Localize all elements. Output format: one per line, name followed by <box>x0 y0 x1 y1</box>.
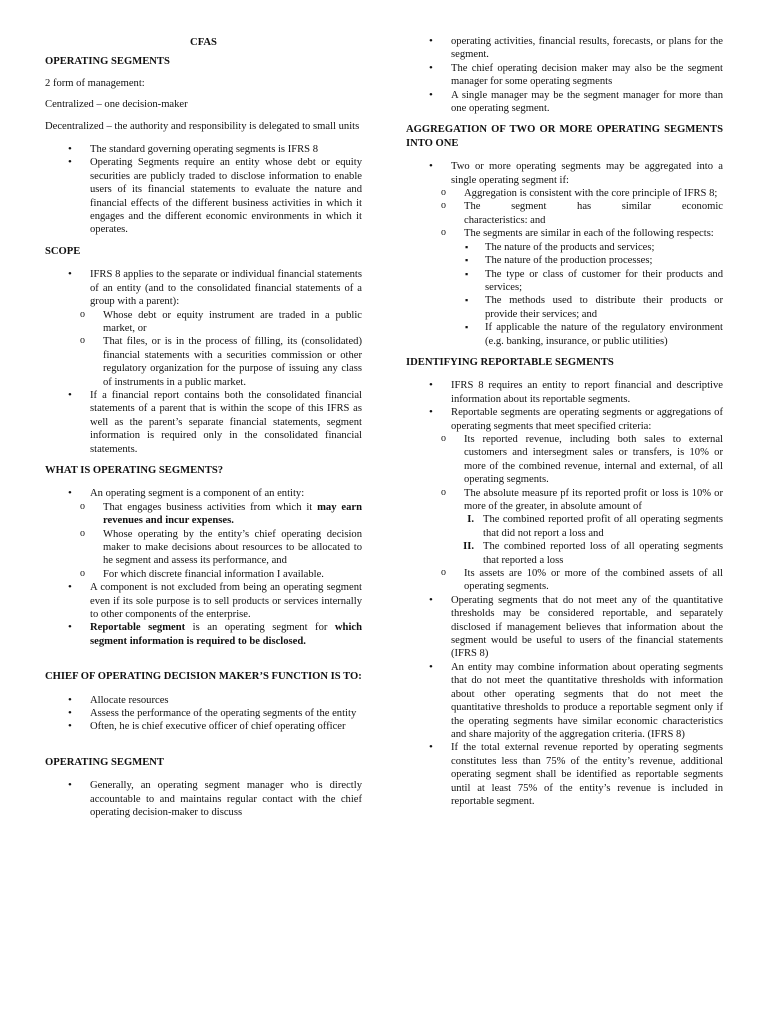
list-item-text: An operating segment is a component of an entity: <box>90 488 305 500</box>
chief-bullet-list <box>45 694 362 734</box>
list-item <box>452 513 723 540</box>
list-item: • An entity may combine information about operating segments that do not meet the quantitative thresholds with information about other operating segments that do not meet the quantitative thresholds to produce a reportable segment only if the operating segments have similar economic characteristics and share majority of the aggregation criteria. (IFRS 8) <box>406 661 723 741</box>
list-item <box>74 501 362 528</box>
list-item-emphasis: may earn revenues and incur expenses. <box>103 501 362 527</box>
list-item: • If the total external revenue reported by operating segments constitutes less than 75% of the entity’s revenue, additional operating segment shall be identified as reportable segments until at least 75% of the entity’s revenue is included in reportable segment. <box>406 741 723 808</box>
list-item: o Its assets are 10% or more of the combined assets of all operating segments. <box>435 567 723 594</box>
left-column <box>45 36 362 820</box>
list-item-text: The absolute measure pf its reported profit or loss is 10% or more of the greater, in absolute amount of <box>464 487 723 512</box>
list-item-text: The segments are similar in each of the following respects: <box>464 228 714 240</box>
list-item: • If a financial report contains both the consolidated financial statements of a parent that is within the scope of this IFRS as well as the parent’s separate financial statements, segment information is required only in the consolidated financial statements. <box>45 389 362 456</box>
list-item: • IFRS 8 requires an entity to report financial and descriptive information about its reportable segments. <box>406 379 723 406</box>
list-item: ▪ If applicable the nature of the regulatory environment (e.g. banking, insurance, or public utilities) <box>463 321 723 348</box>
roman-numeral: I. <box>467 514 474 526</box>
continued-bullet-list <box>406 62 723 116</box>
list-item-text: Two or more operating segments may be aggregated into a single operating segment if: <box>451 161 723 186</box>
operating-segment-bullet-list <box>45 779 362 819</box>
list-item <box>406 160 726 348</box>
list-item: • Operating segments that do not meet any of the quantitative thresholds may be considered reportable, and separately disclosed if management believes that information about the segment would be useful to users of the financial statements (IFRS 8) <box>406 594 723 661</box>
intro-bullet-list <box>45 143 362 237</box>
heading-what-is-operating-segments: WHAT IS OPERATING SEGMENTS? <box>45 464 224 476</box>
list-item-emphasis: which segment information is required to be disclosed. <box>90 622 362 647</box>
aggregation-respects-list <box>464 241 723 348</box>
list-item-text: That engages business activities from which it <box>103 501 318 513</box>
right-column <box>406 35 726 808</box>
list-item: o Its reported revenue, including both sales to external customers and intersegment sales or transfers, is 10% or more of the combined revenue, internal and external, of all operating segments. <box>435 433 723 487</box>
scope-sub-list <box>90 309 362 389</box>
list-item: ▪ The type or class of customer for their products and services; <box>463 268 723 295</box>
list-item: o Whose operating by the entity’s chief operating decision maker to make decisions about resources to be allocated to he segment and assess its performance, and <box>74 528 362 568</box>
list-item <box>45 621 362 648</box>
heading-aggregation: AGGREGATION OF TWO OR MORE OPERATING SEGMENTS INTO ONE <box>406 124 723 149</box>
identifying-roman-list <box>452 513 723 567</box>
heading-chief-decision-maker: CHIEF OF OPERATING DECISION MAKER’S FUNCTION IS TO: <box>45 671 362 683</box>
list-item: • A single manager may be the segment manager for more than one operating segment. <box>406 89 723 116</box>
heading-scope: SCOPE <box>45 245 81 257</box>
identifying-sub-list <box>451 433 723 594</box>
list-item: • The standard governing operating segments is IFRS 8 <box>45 143 362 156</box>
heading-operating-segments: OPERATING SEGMENTS <box>45 56 170 68</box>
list-item: ▪ The nature of the products and services; <box>463 241 723 254</box>
heading-operating-segment: OPERATING SEGMENT <box>45 756 164 768</box>
identifying-bullet-list <box>406 379 723 808</box>
list-item-text: is an operating segment for <box>185 622 335 634</box>
heading-identifying-reportable-segments: IDENTIFYING REPORTABLE SEGMENTS <box>406 356 614 368</box>
continued-list <box>406 35 723 62</box>
list-item <box>406 406 723 594</box>
list-item: ▪ The methods used to distribute their products or provide their services; and <box>463 294 723 321</box>
list-item <box>452 540 723 567</box>
list-item: o The segment has similar economic characteristics: and <box>435 200 723 227</box>
document-title: CFAS <box>190 37 217 48</box>
aggregation-sub-list <box>451 187 726 348</box>
list-item: • Assess the performance of the operating segments of the entity <box>45 707 362 720</box>
list-item: • A component is not excluded from being an operating segment even if its sole purpose is to sell products or services internally to other components of the enterprise. <box>45 581 362 621</box>
list-item <box>45 268 362 389</box>
paragraph-centralized: Centralized – one decision-maker <box>45 99 188 111</box>
list-item: ▪ The nature of the production processes; <box>463 254 723 267</box>
list-item: • Generally, an operating segment manager who is directly accountable to and maintains regular contact with the chief operating decision-maker to discuss <box>45 779 362 819</box>
roman-numeral: II. <box>463 541 474 553</box>
list-item <box>45 487 362 581</box>
list-item-text: The combined reported profit of all operating segments that did not report a loss and <box>483 514 723 539</box>
scope-bullet-list <box>45 268 362 456</box>
list-item-continued: • operating activities, financial results, forecasts, or plans for the segment. <box>406 35 723 62</box>
paragraph-forms: 2 form of management: <box>45 77 145 89</box>
list-item: • The chief operating decision maker may also be the segment manager for some operating segments <box>406 62 723 89</box>
what-sub-list <box>90 501 362 581</box>
list-item-text: Reportable segments are operating segments or aggregations of operating segments that meet specified criteria: <box>451 407 723 432</box>
list-item-emphasis: Reportable segment <box>90 622 186 634</box>
list-item-text: The combined reported loss of all operating segments that reported a loss <box>483 541 723 566</box>
list-item: o That files, or is in the process of filling, its (consolidated) financial statements with a securities commission or other regulatory organization for the purpose of issuing any class of instruments in a public market. <box>74 335 362 389</box>
list-item: o Whose debt or equity instrument are traded in a public market, or <box>74 309 362 336</box>
paragraph-decentralized: Decentralized – the authority and responsibility is delegated to small units <box>45 120 360 132</box>
list-item: o For which discrete financial information I available. <box>74 568 362 581</box>
list-item: • Allocate resources <box>45 694 362 707</box>
list-item: • Often, he is chief executive officer of chief operating officer <box>45 720 362 733</box>
list-item <box>435 487 723 567</box>
aggregation-bullet-list <box>406 160 726 348</box>
list-item: o Aggregation is consistent with the core principle of IFRS 8; <box>435 187 723 200</box>
list-item-text: IFRS 8 applies to the separate or individual financial statements of an entity (and to the consolidated financial statements of a group with a parent): <box>90 269 362 308</box>
list-item: • Operating Segments require an entity whose debt or equity securities are publicly traded to disclose information to enable users of its financial statements to evaluate the nature and financial effects of the different business activities in which it engages and the different economic environments in which it operates. <box>45 156 362 236</box>
list-item <box>435 227 723 348</box>
what-bullet-list <box>45 487 362 648</box>
